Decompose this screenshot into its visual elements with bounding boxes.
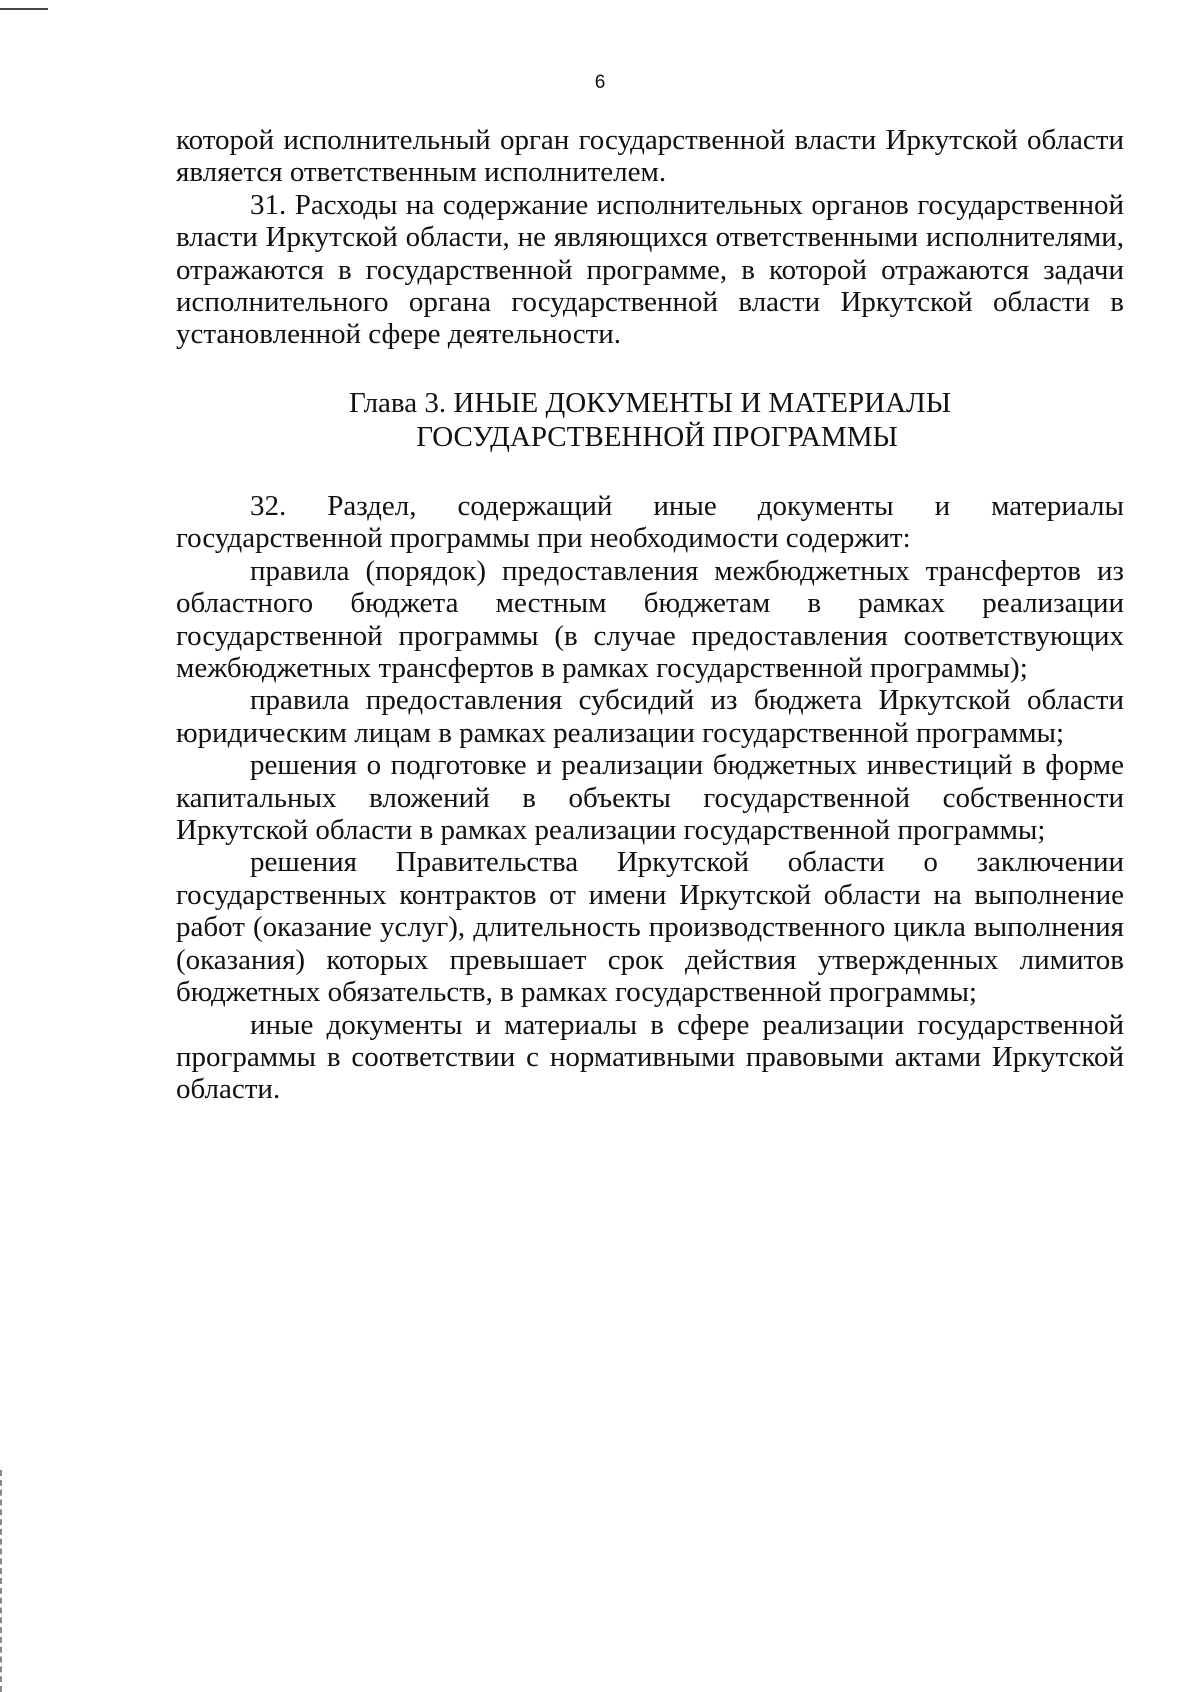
scan-artifact-line <box>0 8 48 10</box>
list-item: правила предоставления субсидий из бюджета Иркутской области юридическим лицам в рамках реализации государственной программы; <box>176 684 1124 749</box>
section-top <box>176 124 1124 351</box>
list-item: решения Правительства Иркутской области о заключении государственных контрактов от имени Иркутской области на выполнение работ (оказание услуг), длительность производственного цикла выполнения (оказания) которых превышает срок действия утвержденных лимитов бюджетных обязательств, в рамках государственной программы; <box>176 846 1124 1009</box>
scan-edge-artifact <box>0 1470 5 1692</box>
paragraph-item-32: 32. Раздел, содержащий иные документы и материалы государственной программы при необходимости содержит: <box>176 490 1124 555</box>
list-item: иные документы и материалы в сфере реализации государственной программы в соответствии с нормативными правовыми актами Иркутской области. <box>176 1008 1124 1106</box>
paragraph-continuation: которой исполнительный орган государственной власти Иркутской области является ответственным исполнителем. <box>176 124 1124 189</box>
list-item: правила (порядок) предоставления межбюджетных трансфертов из областного бюджета местным бюджетам в рамках реализации государственной программы (в случае предоставления соответствующих межбюджетных трансфертов в рамках государственной программы); <box>176 554 1124 685</box>
section-bottom <box>176 490 1124 1106</box>
paragraph-item-31: 31. Расходы на содержание исполнительных органов государственной власти Иркутской области, не являющихся ответственными исполнителями, отражаются в государственной программе, в которой отражаются задачи исполнительного органа государственной власти Иркутской области в установленной сфере деятельности. <box>176 188 1124 351</box>
chapter-title-line1: Глава 3. ИНЫЕ ДОКУМЕНТЫ И МАТЕРИАЛЫ <box>349 387 951 419</box>
chapter-heading <box>176 386 1124 454</box>
list-item: решения о подготовке и реализации бюджетных инвестиций в форме капитальных вложений в объекты государственной собственности Иркутской области в рамках реализации государственной программы; <box>176 749 1124 847</box>
page-number: 6 <box>594 72 606 93</box>
chapter-title-line2: ГОСУДАРСТВЕННОЙ ПРОГРАММЫ <box>416 421 898 453</box>
